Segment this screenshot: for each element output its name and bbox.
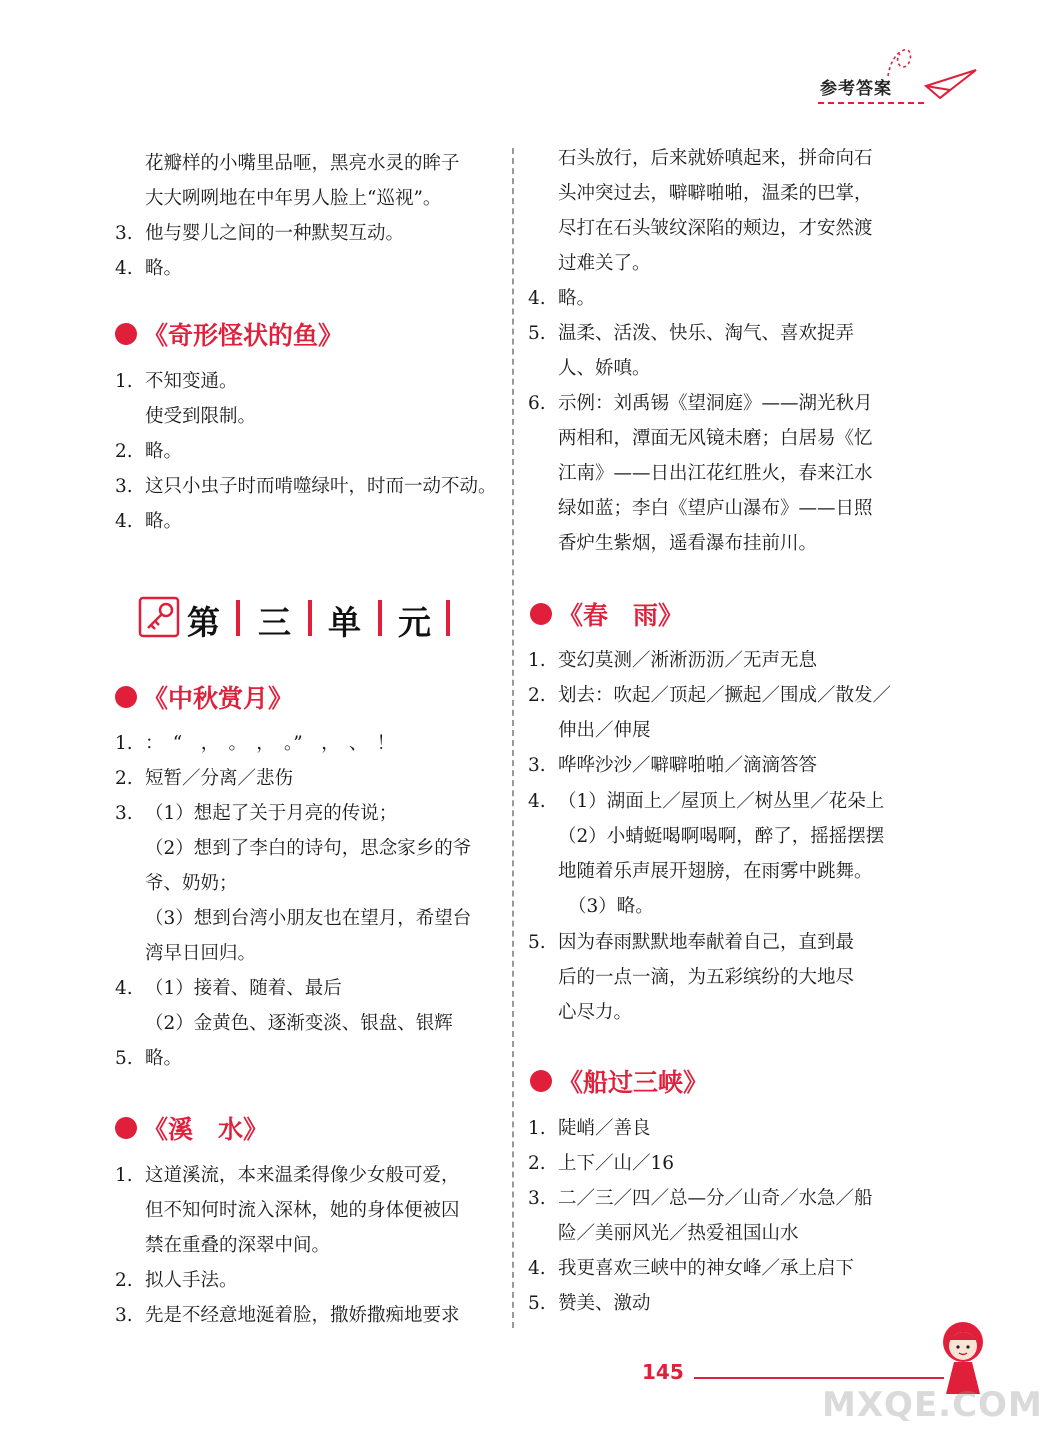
item-text: 绿如蓝；李白《望庐山瀑布》——日照 [558,498,873,519]
left-continued-line-1: 花瓣样的小嘴里品咂，黑亮水灵的眸子 [145,153,460,174]
item-text: 后的一点一滴，为五彩缤纷的大地尽 [558,967,855,988]
item-text: 先是不经意地涎着脸，撒娇撒痴地要求 [145,1305,460,1326]
list-item [528,316,855,351]
item-number: 2. [115,768,133,789]
section-title-mid-autumn: 《中秋赏月》 [143,684,294,713]
list-item [115,796,398,831]
section-bullet-icon [115,1117,137,1139]
item-text: 伸出／伸展 [558,720,651,741]
list-item [115,971,342,1006]
item-text: 温柔、活泼、快乐、淘气、喜欢捉弄 [558,323,855,344]
section-bullet-icon [115,686,137,708]
list-item [115,504,183,539]
item-number: 3. [115,803,133,824]
list-item [528,1181,873,1216]
item-text: 头冲突过去，噼噼啪啪，温柔的巴掌， [558,183,873,204]
unit-heading-char: 单 [328,603,361,642]
item-text: 他与婴儿之间的一种默契互动。 [145,223,405,244]
item-text: 短暂／分离／悲伤 [145,768,294,789]
item-text: （1）想起了关于月亮的传说； [145,803,398,824]
girl-mascot-icon [930,1316,996,1396]
item-text: 略。 [145,258,183,279]
item-number: 3. [115,476,133,497]
item-text: 使受到限制。 [145,406,257,427]
item-text: 哗哗沙沙／噼噼啪啪／滴滴答答 [558,755,818,776]
item-text: 略。 [145,1048,183,1069]
item-text: 心尽力。 [558,1002,633,1023]
section-bullet-icon [530,603,552,625]
item-number: 1. [528,1118,546,1139]
list-item [528,643,818,678]
item-text: 示例：刘禹锡《望洞庭》——湖光秋月 [558,393,873,414]
item-number: 5. [115,1048,133,1069]
item-text: 地随着乐声展开翅膀，在雨雾中跳舞。 [558,861,873,882]
list-item [115,216,405,251]
list-item [115,761,294,796]
item-text: 香炉生紫烟，遥看瀑布挂前川。 [558,533,818,554]
column-divider [512,148,514,1328]
header-title: 参考答案 [820,79,892,99]
item-text: 禁在重叠的深翠中间。 [145,1235,331,1256]
item-number: 2. [528,685,546,706]
list-item [528,678,892,713]
list-item [115,469,497,504]
list-item [528,386,873,421]
item-text: 这只小虫子时而啃噬绿叶，时而一动不动。 [145,476,497,497]
item-number: 3. [115,1305,133,1326]
item-text: 拟人手法。 [145,1270,238,1291]
item-number: 1. [115,1165,133,1186]
item-text: （3）想到台湾小朋友也在望月，希望台 [145,908,472,929]
item-number: 2. [115,441,133,462]
unit-heading-char: 元 [398,603,431,642]
item-text: 上下／山／16 [558,1153,675,1174]
key-icon [138,596,180,638]
item-text: 二／三／四／总—分／山奇／水急／船 [558,1188,873,1209]
list-item [528,1111,651,1146]
item-text: （2）小蜻蜓喝啊喝啊，醉了，摇摇摆摆 [558,826,885,847]
section-bullet-icon [115,323,137,345]
list-item [115,1041,183,1076]
item-text: 因为春雨默默地奉献着自己，直到最 [558,932,855,953]
item-number: 4. [115,258,133,279]
item-text: 但不知何时流入深林，她的身体便被囚 [145,1200,460,1221]
list-item [115,1263,238,1298]
list-item [115,1158,460,1193]
unit-divider [308,600,312,636]
left-continued-line-2: 大大咧咧地在中年男人脸上“巡视”。 [145,188,442,209]
item-number: 4. [528,1258,546,1279]
item-text: 尽打在石头皱纹深陷的颊边，才安然渡 [558,218,873,239]
section-title-fish: 《奇形怪状的鱼》 [143,321,344,350]
item-number: 4. [528,288,546,309]
unit-heading-char: 三 [258,603,291,642]
item-number: 1. [528,650,546,671]
watermark-text: MXQE.COM [822,1385,1043,1425]
item-number: 2. [115,1270,133,1291]
item-text: 险／美丽风光／热爱祖国山水 [558,1223,799,1244]
item-text: 略。 [558,288,596,309]
item-text: ： “ ， 。 ， 。” ， 、 ！ [145,733,396,754]
unit-divider [378,600,382,636]
item-text: 湾早日回归。 [145,943,257,964]
item-number: 5. [528,1293,546,1314]
list-item [115,434,183,469]
item-text: 赞美、激动 [558,1293,651,1314]
list-item [528,1146,675,1181]
item-text: （2）金黄色、逐渐变淡、银盘、银辉 [145,1013,453,1034]
item-text: 略。 [145,511,183,532]
item-number: 2. [528,1153,546,1174]
item-text: （1）湖面上／屋顶上／树丛里／花朵上 [558,791,885,812]
list-item [115,364,238,399]
item-number: 6. [528,393,546,414]
item-number: 5. [528,323,546,344]
item-number: 4. [528,791,546,812]
list-item [115,1298,460,1333]
item-number: 4. [115,511,133,532]
item-text: 陡峭／善良 [558,1118,651,1139]
list-item [528,1251,855,1286]
item-text: （1）接着、随着、最后 [145,978,342,999]
list-item [528,1286,651,1321]
unit-divider [236,600,240,636]
item-number: 1. [115,371,133,392]
item-text: 变幻莫测／淅淅沥沥／无声无息 [558,650,818,671]
item-text: 两相和，潭面无风镜未磨；白居易《忆 [558,428,873,449]
item-text: 石头放行，后来就娇嗔起来，拼命向石 [558,148,873,169]
list-item [528,784,885,819]
footer-rule [694,1377,944,1379]
item-number: 3. [115,223,133,244]
list-item [528,925,855,960]
item-number: 3. [528,1188,546,1209]
unit-heading-char: 第 [187,603,220,642]
item-number: 3. [528,755,546,776]
item-text: 过难关了。 [558,253,651,274]
item-number: 5. [528,932,546,953]
section-title-stream: 《溪 水》 [143,1115,269,1144]
item-text: 爷、奶奶； [145,873,238,894]
item-text: （3）略。 [568,896,654,917]
list-item [115,251,183,286]
list-item [528,281,596,316]
unit-divider [446,600,450,636]
section-title-three-gorges: 《船过三峡》 [558,1068,709,1097]
item-number: 1. [115,733,133,754]
item-text: 划去：吹起／顶起／撅起／围成／散发／ [558,685,892,706]
item-text: 这道溪流，本来温柔得像少女般可爱， [145,1165,460,1186]
list-item [528,748,818,783]
list-item [115,726,396,761]
item-text: 江南》——日出江花红胜火，春来江水 [558,463,873,484]
item-text: 不知变通。 [145,371,238,392]
item-text: 我更喜欢三峡中的神女峰／承上启下 [558,1258,855,1279]
section-title-spring-rain: 《春 雨》 [558,601,684,630]
item-number: 4. [115,978,133,999]
section-bullet-icon [530,1070,552,1092]
item-text: （2）想到了李白的诗句，思念家乡的爷 [145,838,472,859]
paper-plane-icon [880,40,980,110]
item-text: 略。 [145,441,183,462]
page-number: 145 [642,1360,684,1384]
item-text: 人、娇嗔。 [558,358,651,379]
